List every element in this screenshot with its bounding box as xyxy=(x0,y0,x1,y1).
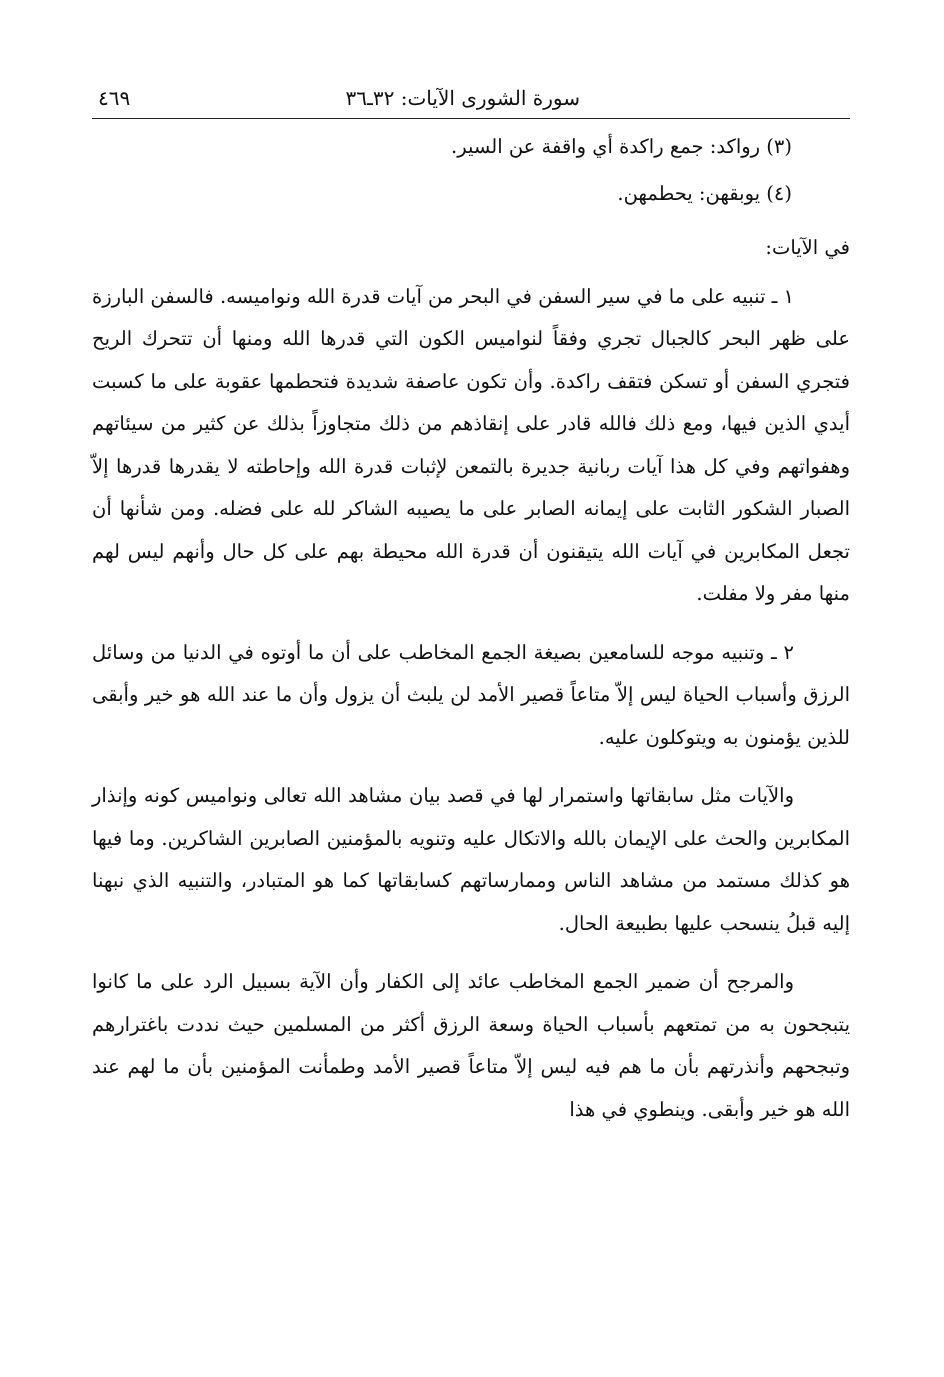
page-number: ٤٦٩ xyxy=(98,86,131,110)
header-title: سورة الشورى الآيات: ٣٢ـ٣٦ xyxy=(345,86,580,110)
footnote-4: (٤) يوبقهن: يحطمهن. xyxy=(617,181,792,205)
footnote-3: (٣) رواكد: جمع راكدة أي واقفة عن السير. xyxy=(451,135,792,158)
running-header xyxy=(92,78,850,119)
paragraph-1: ١ ـ تنبيه على ما في سير السفن في البحر من آيات قدرة الله ونواميسه. فالسفن البارزة على ظهر البحر كالجبال تجري وفقاً لنواميس الكون التي قدرها الله ومنها أن تتحرك الريح فتجري السفن أو تسكن فتقف راكدة. وأن تكون عاصفة شديدة فتحطمها عقوبة على ما كسبت أيدي الذين فيها، ومع ذلك فالله قادر على إنقاذهم من ذلك متجاوزاً بذلك عن كثير من سيئاتهم وهفواتهم وفي كل هذا آيات ربانية جديرة بالتمعن لإثبات قدرة الله وإحاطته لا يقدرها قدرها إلاّ الصبار الشكور الثابت على إيمانه الصابر على ما يصيبه الشاكر لله على فضله. ومن شأنها أن تجعل المكابرين في آيات الله يتيقنون أن قدرة الله محيطة بهم على كل حال وأنهم ليس لهم منها مفر ولا مفلت. xyxy=(92,284,850,605)
paragraph-2: ٢ ـ وتنبيه موجه للسامعين بصيغة الجمع المخاطب على أن ما أوتوه في الدنيا من وسائل الرزق وأسباب الحياة ليس إلاّ متاعاً قصير الأمد لن يلبث أن يزول وأن ما عند الله هو خير وأبقى للذين يؤمنون به ويتوكلون عليه. xyxy=(92,640,850,749)
page-body xyxy=(92,126,850,1131)
paragraph-3: والآيات مثل سابقاتها واستمرار لها في قصد بيان مشاهد الله تعالى ونواميس كونه وإنذار المكابرين والحث على الإيمان بالله والاتكال عليه وتنويه بالمؤمنين الصابرين الشاكرين. وما فيها هو كذلك مستمد من مشاهد الناس وممارساتهم كسابقاتها كما هو المتبادر، والتنبيه الذي نبهنا إليه قبلُ ينسحب عليها بطبيعة الحال. xyxy=(92,784,850,935)
section-subheading: في الآيات: xyxy=(765,236,850,259)
paragraph-4: والمرجح أن ضمير الجمع المخاطب عائد إلى الكفار وأن الآية بسبيل الرد على ما كانوا يتبجحون به من تمتعهم بأسباب الحياة وسعة الرزق أكثر من المسلمين حيث نددت باغترارهم وتبجحهم وأنذرتهم بأن ما هم فيه ليس إلاّ متاعاً قصير الأمد وطمأنت المؤمنين بأن ما لهم عند الله هو خير وأبقى. وينطوي في هذا xyxy=(92,970,850,1121)
